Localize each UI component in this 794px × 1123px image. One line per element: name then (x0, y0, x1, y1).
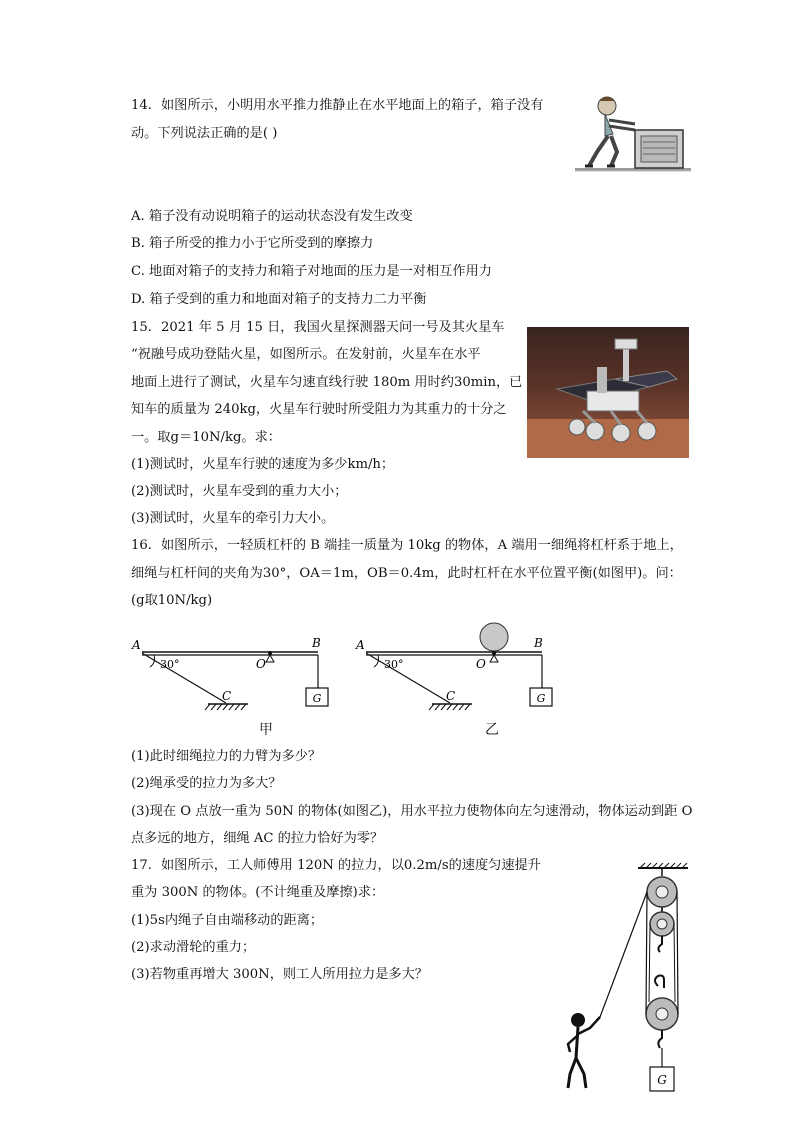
q14-push-box-figure (575, 92, 693, 176)
q17-part-1: (1)5s内绳子自由端移动的距离； (131, 913, 324, 928)
point-o-label: O (256, 657, 266, 671)
point-c-label: C (222, 689, 232, 703)
worker-figure (568, 1013, 600, 1088)
angle-label: 30° (160, 658, 180, 671)
box-figure (635, 130, 683, 168)
fixed-pulley-lower (650, 912, 674, 936)
q15-stem-5: 一。取g＝10N/kg。求： (131, 430, 281, 445)
q16-lever-figure-jia (128, 630, 333, 718)
q15-line-1 (131, 319, 504, 337)
rope-free-end (600, 892, 647, 1017)
fulcrum-icon (490, 655, 498, 662)
q14-option-b: B. 箱子所受的推力小于它所受到的摩擦力 (131, 236, 374, 251)
q15-number: 15. (131, 320, 152, 335)
q17-number: 17. (131, 858, 152, 873)
angle-label: 30° (384, 658, 404, 671)
q15-part-2: (2)测试时，火星车受到的重力大小； (131, 484, 348, 499)
point-a-label: A (132, 638, 141, 652)
q15-part-3: (3)测试时，火星车的牵引力大小。 (131, 511, 335, 526)
caption-yi: 乙 (485, 722, 499, 738)
weight-label: G (657, 1073, 667, 1087)
q17-line-1 (131, 857, 541, 875)
q16-part-3a: (3)现在 O 点放一重为 50N 的物体(如图乙)，用水平拉力使物体向左匀速滑动，物体运动到距 O (131, 804, 693, 819)
q14-stem-1: 如图所示，小明用水平推力推静止在水平地面上的箱子，箱子没有 (161, 98, 544, 113)
caption-jia: 甲 (259, 722, 273, 738)
q16-stem-1: 如图所示，一轻质杠杆的 B 端挂一质量为 10kg 的物体，A 端用一细绳将杠杆系于地上， (161, 538, 683, 553)
q16-lever-figure-yi (352, 618, 557, 718)
q15-part-1: (1)测试时，火星车行驶的速度为多少km/h； (131, 457, 395, 472)
q16-number: 16. (131, 538, 152, 553)
q16-part-2: (2)绳承受的拉力为多大？ (131, 776, 282, 791)
q14-option-c: C. 地面对箱子的支持力和箱子对地面的压力是一对相互作用力 (131, 264, 492, 279)
q16-line-1 (131, 537, 683, 555)
q17-pulley-figure (560, 862, 700, 1100)
q16-stem-2: 细绳与杠杆间的夹角为30°，OA＝1m，OB＝0.4m，此时杠杆在水平位置平衡(如图甲)。问： (131, 566, 682, 581)
q17-stem-2: 重为 300N 的物体。(不计绳重及摩擦)求： (131, 885, 385, 900)
q15-stem-3: 地面上进行了测试，火星车匀速直线行驶 180m 用时约30min，已 (131, 375, 523, 390)
q15-stem-2: “祝融号成功登陆火星，如图所示。在发射前，火星车在水平 (131, 347, 481, 362)
q15-mars-rover-photo (527, 327, 689, 458)
weight-label: G (312, 692, 322, 705)
q16-stem-3: (g取10N/kg) (131, 593, 213, 608)
q17-stem-1: 如图所示，工人师傅用 120N 的拉力，以0.2m/s的速度匀速提升 (161, 858, 541, 873)
q16-part-3b: 点多远的地方，细绳 AC 的拉力恰好为零？ (131, 831, 384, 846)
weight-label: G (536, 692, 546, 705)
q14-stem-2: 动。下列说法正确的是( ) (131, 126, 278, 141)
point-b-label: B (534, 636, 543, 650)
q17-part-2: (2)求动滑轮的重力； (131, 940, 256, 955)
point-b-label: B (312, 636, 321, 650)
q15-stem-1: 2021 年 5 月 15 日，我国火星探测器天问一号及其火星车 (161, 320, 505, 335)
rope-segment (646, 892, 647, 1014)
boy-figure (585, 97, 635, 166)
point-a-label: A (356, 638, 365, 652)
point-o-label: O (476, 657, 486, 671)
q14-line-1 (131, 97, 543, 115)
q14-option-d: D. 箱子受到的重力和地面对箱子的支持力二力平衡 (131, 292, 427, 307)
hook-icon (658, 936, 662, 952)
q14-number: 14. (131, 98, 152, 113)
point-c-label: C (446, 689, 456, 703)
fixed-pulley-top (647, 877, 677, 907)
q16-part-1: (1)此时细绳拉力的力臂为多少？ (131, 749, 322, 764)
fulcrum-icon (266, 655, 274, 662)
rope-segment (677, 892, 678, 1014)
ball-object (480, 623, 508, 651)
q14-option-a: A. 箱子没有动说明箱子的运动状态没有发生改变 (131, 209, 413, 224)
q15-stem-4: 知车的质量为 240kg，火星车行驶时所受阻力为其重力的十分之 (131, 402, 507, 417)
movable-pulley (646, 976, 678, 1031)
q17-part-3: (3)若物重再增大 300N，则工人所用拉力是多大？ (131, 967, 428, 982)
